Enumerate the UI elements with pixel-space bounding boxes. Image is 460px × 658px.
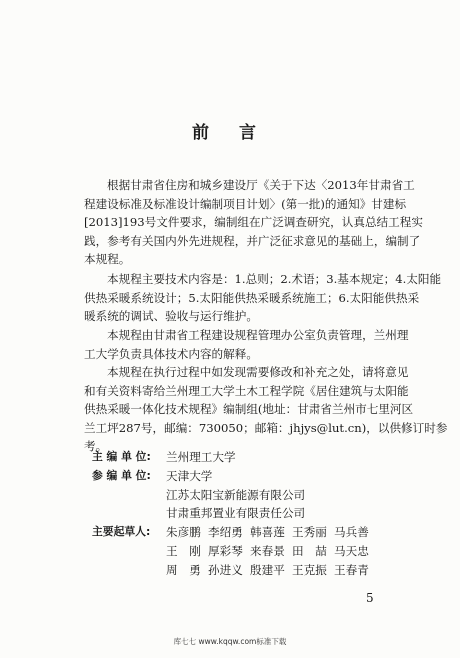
drafter-name: 马天忠	[334, 543, 369, 558]
drafter-name: 厚彩琴	[208, 543, 243, 558]
drafter-names	[166, 523, 376, 542]
drafter-names	[166, 542, 376, 561]
participating-unit-value: 天津大学	[166, 468, 213, 483]
drafter-name: 王 刚	[166, 543, 201, 558]
text-line: 本规程。	[84, 252, 131, 267]
text-line: 工大学负责具体技术内容的解释。	[84, 346, 258, 361]
drafter-name: 李绍勇	[208, 525, 243, 540]
text-line: [2013]193号文件要求，编制组在广泛调查研究，认真总结工程实	[84, 215, 423, 230]
page-number: 5	[366, 591, 374, 605]
text-line: 本规程由甘肃省工程建设规程管理办公室负责管理，兰州理	[107, 328, 409, 342]
page-title: 前 言	[192, 123, 268, 143]
participating-unit-value: 江苏太阳宝新能源有限公司	[166, 487, 306, 502]
text-line: 考。	[84, 439, 108, 454]
drafter-name: 王秀丽	[292, 525, 327, 540]
drafter-name: 马兵善	[334, 525, 369, 540]
preface-paragraph-3	[84, 326, 409, 363]
credits-block	[92, 448, 382, 580]
text-line: 践，参考有关国内外先进规程，并广泛征求意见的基础上，编制了	[84, 233, 421, 248]
drafters-row	[92, 523, 382, 542]
preface-paragraph-2	[84, 270, 442, 326]
drafter-name: 王春青	[334, 562, 369, 577]
participating-unit-label: 参 编 单 位:	[92, 468, 151, 482]
drafters-row	[92, 561, 382, 580]
chief-unit-label: 主 编 单 位:	[92, 450, 151, 463]
text-line: 本规程主要技术内容是：1.总则；2.术语；3.基本规定；4.太阳能	[107, 272, 442, 286]
preface-paragraph-1	[84, 176, 423, 269]
preface-paragraph-4	[84, 363, 448, 456]
participating-unit-value: 甘肃重邦置业有限责任公司	[166, 506, 306, 521]
drafter-name: 田 喆	[292, 543, 327, 558]
drafter-name: 王克振	[292, 562, 327, 577]
participating-unit-row	[92, 467, 382, 486]
text-line: 根据甘肃省住房和城乡建设厅《关于下达〈2013年甘肃省工	[107, 178, 415, 192]
drafters-row	[92, 542, 382, 561]
chief-unit-value: 兰州理工大学	[166, 450, 236, 464]
drafter-name: 韩喜莲	[250, 525, 285, 540]
drafters-label: 主要起草人:	[92, 525, 151, 539]
text-line: 供热采暖一体化技术规程》编制组(地址：甘肃省兰州市七里河区	[84, 402, 414, 417]
drafter-name: 周 勇	[166, 562, 201, 577]
drafter-names	[166, 561, 376, 580]
drafter-name: 来春景	[250, 543, 285, 558]
text-line: 暖系统的调试、验收与运行维护。	[84, 309, 258, 324]
participating-unit-row	[92, 486, 382, 505]
participating-unit-row	[92, 504, 382, 523]
text-line: 程建设标准及标准设计编制项目计划〉(第一批)的通知》甘建标	[84, 196, 407, 211]
drafter-name: 孙进义	[208, 562, 243, 577]
drafter-name: 殷建平	[250, 562, 285, 577]
text-line: 兰工坪287号，邮编：730050；邮箱：jhjys@lut.cn)，以供修订时参	[84, 420, 448, 435]
text-line: 和有关资料寄给兰州理工大学土木工程学院《居住建筑与太阳能	[84, 383, 409, 398]
text-line: 供热采暖系统设计；5.太阳能供热采暖系统施工；6.太阳能供热采	[84, 290, 420, 305]
chief-unit-row	[92, 448, 382, 467]
download-footer: 库七七 www.kqqw.com标准下载	[173, 637, 287, 646]
text-line: 本规程在执行过程中如发现需要修改和补充之处，请将意见	[107, 365, 409, 379]
drafter-name: 朱彦鹏	[166, 525, 201, 540]
